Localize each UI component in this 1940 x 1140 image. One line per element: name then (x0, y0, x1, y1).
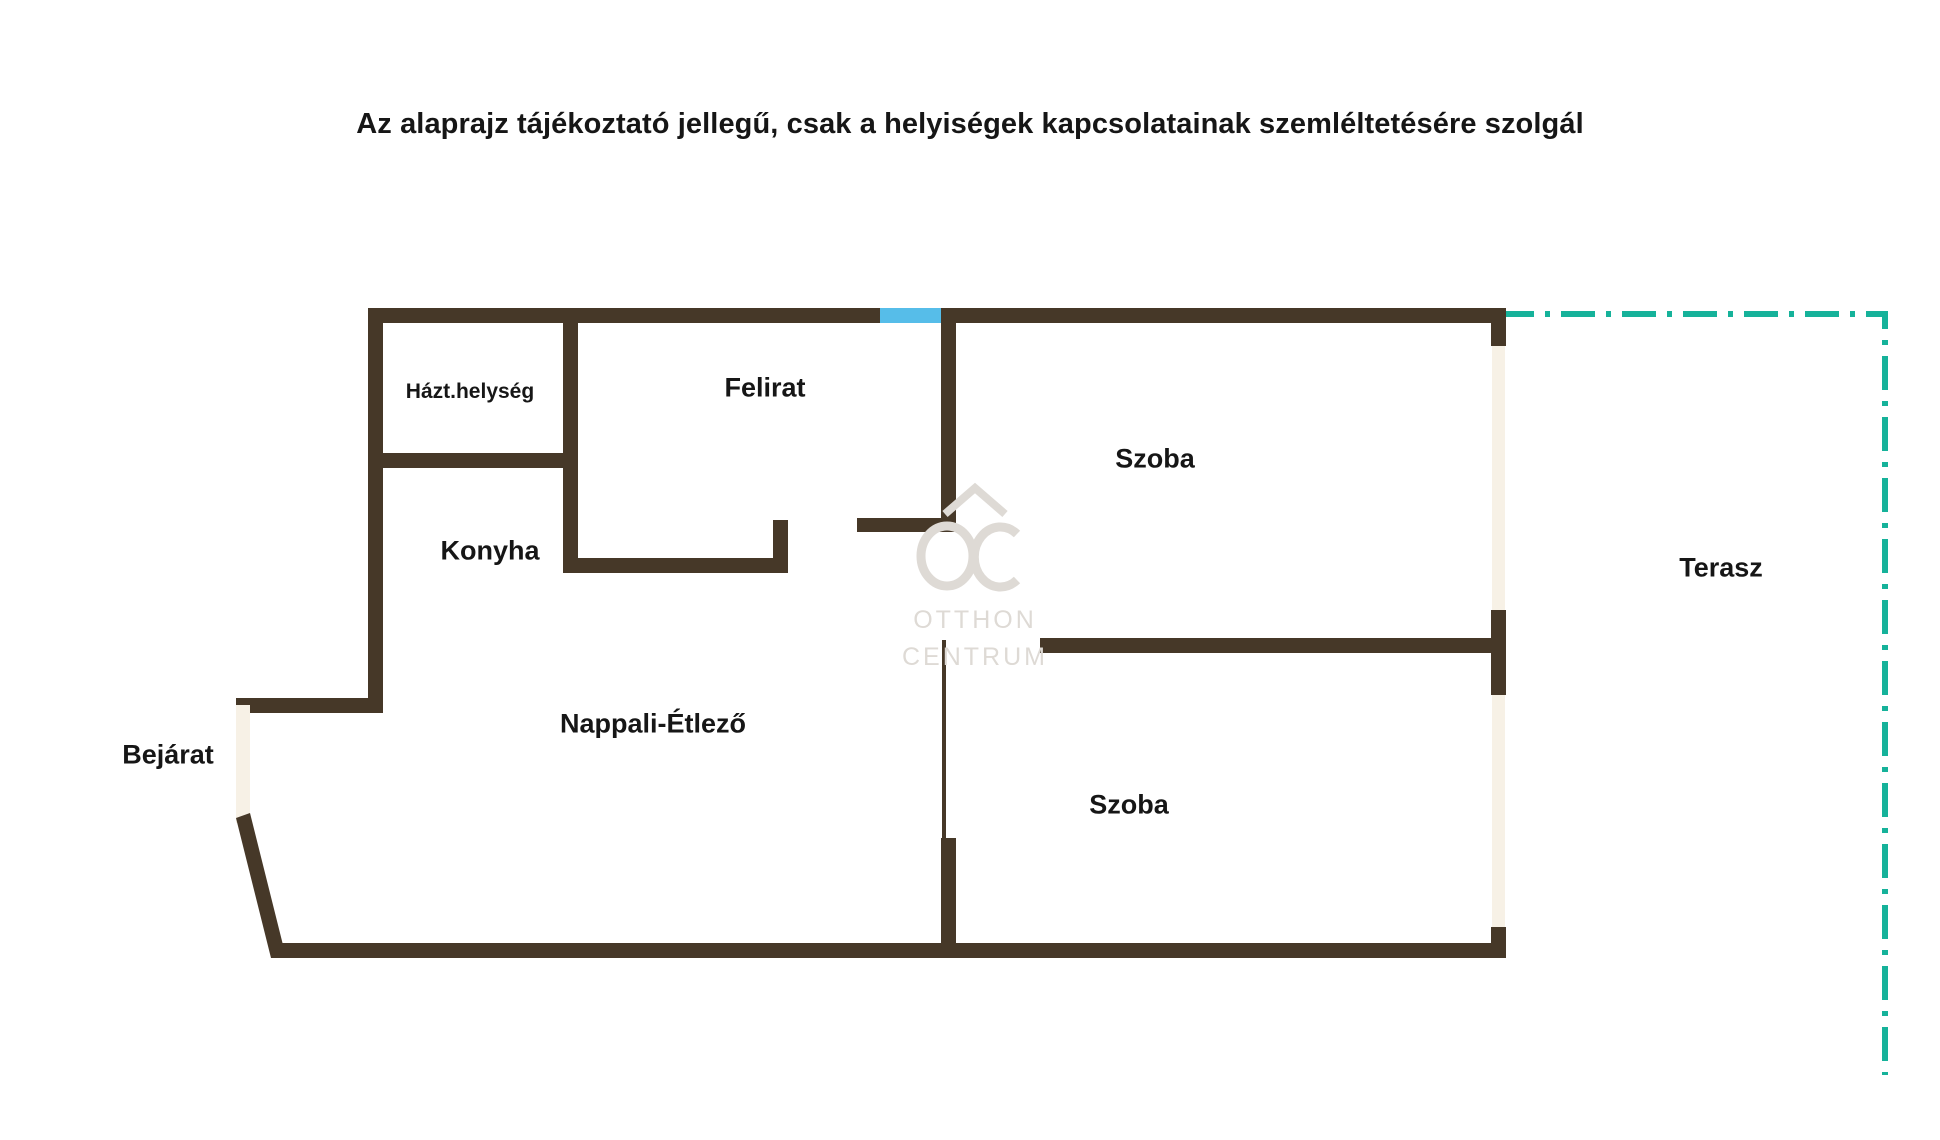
exterior-walls (236, 308, 1506, 958)
room-label-bejarat: Bejárat (122, 739, 214, 770)
room-label-nappali-etlezo: Nappali-Étlező (559, 708, 747, 739)
room-label-szoba-1: Szoba (1115, 443, 1195, 474)
terrace-door-lower (1492, 692, 1505, 927)
entrance-door (236, 705, 250, 823)
room-label-felirat: Felirat (724, 372, 806, 403)
watermark-line-1: OTTHON (913, 606, 1037, 634)
room-label-hazt-helyseg: Házt.helység (405, 380, 535, 403)
page-title: Az alaprajz tájékoztató jellegű, csak a helyiségek kapcsolatainak szemléltetésére szolgál (356, 108, 1584, 140)
terrace-outline (1500, 314, 1885, 1075)
room-label-szoba-2: Szoba (1089, 789, 1169, 820)
window-top (880, 308, 945, 323)
terrace-door-upper (1492, 346, 1505, 610)
room-label-konyha: Konyha (440, 535, 540, 566)
interior-walls (563, 308, 1506, 958)
room-label-terasz: Terasz (1679, 552, 1763, 583)
watermark-line-2: CENTRUM (902, 643, 1048, 671)
